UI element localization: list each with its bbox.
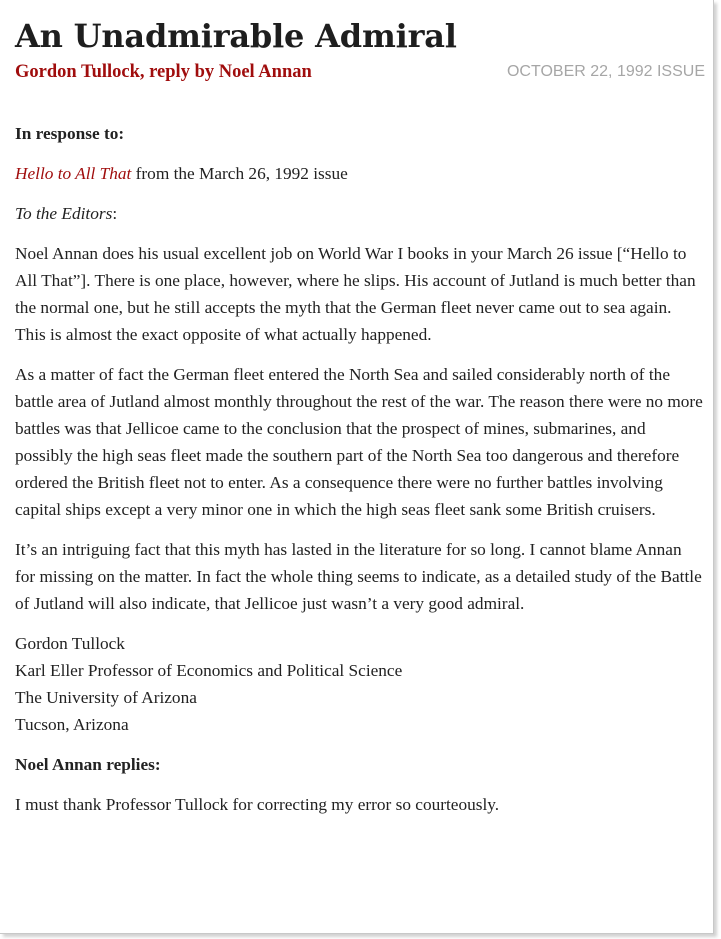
response-link-suffix: from the March 26, 1992 issue [131,164,348,183]
response-link[interactable]: Hello to All That [15,164,132,183]
letter-paragraph-2: As a matter of fact the German fleet entered the North Sea and sailed considerably north of the battle area of Jutland almost monthly throughout the rest of the war. The reason there were no more battles was that Jellicoe came to the conclusion that the prospect of mines, submarines, and possibly the high seas fleet made the southern part of the North Sea too dangerous and therefore ordered the British fleet not to enter. As a consequence there were no further battles involving capital ships except a very minor one in which the high seas fleet sank some British cruisers. [15,365,703,519]
issue-date[interactable]: OCTOBER 22, 1992 ISSUE [506,63,705,80]
signature-name: Gordon Tullock [15,634,125,653]
salutation [15,200,705,227]
signature-block [15,630,705,738]
response-reference [15,160,705,187]
salutation-text: To the Editors [15,204,113,223]
reply-heading: Noel Annan replies: [15,755,161,774]
article-title: An Unadmirable Admiral [15,17,457,55]
salutation-colon: : [112,204,118,223]
signature-location: Tucson, Arizona [15,715,129,734]
letter-paragraph-3: It’s an intriguing fact that this myth has lasted in the literature for so long. I cannot blame Annan for missing on the matter. In fact the whole thing seems to indicate, as a detailed study of the Battle of Jutland will also indicate, that Jellicoe just wasn’t a very good admiral. [15,540,702,613]
signature-institution: The University of Arizona [15,688,197,707]
article-body [15,120,705,831]
response-heading: In response to: [15,124,125,143]
letter-paragraph-1: Noel Annan does his usual excellent job on World War I books in your March 26 issue [“Hello to All That”]. There is one place, however, where he slips. His account of Jutland is much better than the normal one, but he still accepts the myth that the German fleet never came out to sea again. This is almost the exact opposite of what actually happened. [15,244,696,344]
signature-title: Karl Eller Professor of Economics and Political Science [15,661,403,680]
article-byline[interactable]: Gordon Tullock, reply by Noel Annan [15,62,312,82]
reply-text: I must thank Professor Tullock for correcting my error so courteously. [15,795,500,814]
